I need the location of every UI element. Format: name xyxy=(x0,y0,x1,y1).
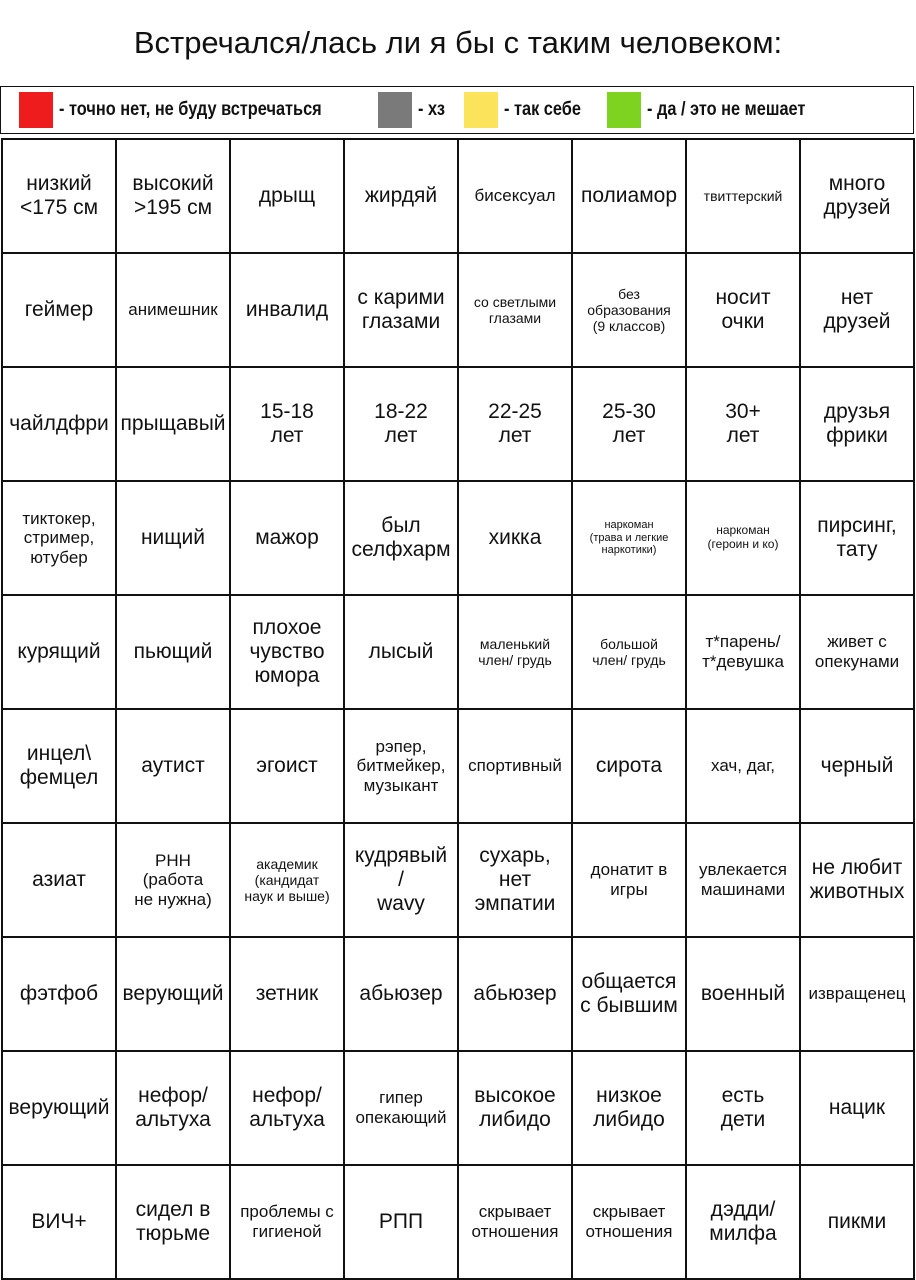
trait-label: пьющий xyxy=(133,639,213,663)
trait-label: пикми xyxy=(827,1209,887,1233)
trait-label: был селфхарм xyxy=(351,513,451,561)
trait-label: дэдди/ милфа xyxy=(709,1197,777,1245)
trait-label: лысый xyxy=(368,639,434,663)
trait-label: хач, даг, xyxy=(711,756,775,776)
trait-cell[interactable] xyxy=(801,368,915,482)
yellow-swatch xyxy=(464,92,498,128)
trait-label: чайлдфри xyxy=(9,411,109,435)
trait-label: носит очки xyxy=(715,285,771,333)
trait-label: спортивный xyxy=(468,756,562,776)
trait-label: верующий xyxy=(8,1095,110,1119)
trait-cell[interactable] xyxy=(345,482,459,596)
trait-cell[interactable] xyxy=(687,596,801,710)
legend-label-gray: - хз xyxy=(418,99,446,120)
red-swatch xyxy=(19,92,53,128)
trait-cell[interactable] xyxy=(801,938,915,1052)
trait-label: низкое либидо xyxy=(593,1083,665,1131)
page-title: Встречался/лась ли я бы с таким человеком: xyxy=(133,25,783,60)
trait-cell[interactable] xyxy=(687,254,801,368)
trait-label: мажор xyxy=(255,525,319,549)
trait-label: черный xyxy=(820,753,894,777)
trait-cell[interactable] xyxy=(801,1052,915,1166)
trait-cell[interactable] xyxy=(459,254,573,368)
trait-cell[interactable] xyxy=(801,140,915,254)
trait-label: плохое чувство юмора xyxy=(249,615,325,688)
trait-label: проблемы с гигиеной xyxy=(240,1202,334,1241)
trait-cell[interactable] xyxy=(3,140,117,254)
trait-cell[interactable] xyxy=(459,1166,573,1280)
trait-cell[interactable] xyxy=(573,596,687,710)
gray-swatch xyxy=(378,92,412,128)
trait-label: с карими глазами xyxy=(357,285,445,333)
green-swatch xyxy=(607,92,641,128)
trait-label: жирдяй xyxy=(364,183,438,207)
color-legend xyxy=(0,86,914,134)
trait-label: наркоман (героин и ко) xyxy=(707,523,779,551)
trait-label: ВИЧ+ xyxy=(31,1209,87,1233)
trait-cell[interactable] xyxy=(573,254,687,368)
trait-label: высокий >195 см xyxy=(132,171,214,219)
trait-label: прыщавый xyxy=(120,411,226,435)
trait-cell[interactable] xyxy=(117,140,231,254)
trait-cell[interactable] xyxy=(231,1166,345,1280)
trait-cell[interactable] xyxy=(573,368,687,482)
legend-label-green: - да / это не мешает xyxy=(647,99,806,120)
trait-cell[interactable] xyxy=(801,596,915,710)
trait-label: увлекается машинами xyxy=(699,860,787,899)
trait-label: инцел\ фемцел xyxy=(19,741,99,789)
trait-cell[interactable] xyxy=(3,710,117,824)
trait-cell[interactable] xyxy=(345,938,459,1052)
trait-cell[interactable] xyxy=(345,368,459,482)
trait-cell[interactable] xyxy=(231,368,345,482)
trait-cell[interactable] xyxy=(801,710,915,824)
trait-cell[interactable] xyxy=(3,368,117,482)
trait-label: тиктокер, стример, ютубер xyxy=(22,508,96,567)
trait-label: РНН (работа не нужна) xyxy=(134,850,212,909)
trait-cell[interactable] xyxy=(801,482,915,596)
trait-label: наркоман (трава и легкие наркотики) xyxy=(589,519,669,557)
trait-label: нет друзей xyxy=(823,285,891,333)
trait-cell[interactable] xyxy=(459,482,573,596)
trait-label: большой член/ грудь xyxy=(592,635,666,668)
trait-label: военный xyxy=(700,981,786,1005)
legend-label-red: - точно нет, не буду встречаться xyxy=(59,99,322,120)
trait-cell[interactable] xyxy=(3,1166,117,1280)
trait-label: сидел в тюрьме xyxy=(135,1197,211,1245)
trait-label: зетник xyxy=(255,981,319,1005)
trait-label: полиамор xyxy=(580,183,678,207)
trait-cell[interactable] xyxy=(3,596,117,710)
trait-label: абьюзер xyxy=(359,981,443,1005)
trait-label: гипер опекающий xyxy=(355,1088,447,1127)
legend-item-yellow xyxy=(464,92,593,128)
trait-cell[interactable] xyxy=(687,1052,801,1166)
trait-label: геймер xyxy=(24,297,94,321)
trait-cell[interactable] xyxy=(231,1052,345,1166)
trait-label: хикка xyxy=(488,525,542,549)
trait-cell[interactable] xyxy=(459,938,573,1052)
trait-label: высокое либидо xyxy=(474,1083,556,1131)
trait-label: курящий xyxy=(17,639,101,663)
trait-cell[interactable] xyxy=(3,824,117,938)
trait-label: аутист xyxy=(141,753,205,777)
trait-cell[interactable] xyxy=(459,368,573,482)
trait-cell[interactable] xyxy=(3,938,117,1052)
trait-label: нефор/ альтуха xyxy=(249,1083,325,1131)
trait-label: донатит в игры xyxy=(590,860,668,899)
trait-label: 30+ лет xyxy=(725,399,761,447)
trait-label: нацик xyxy=(828,1095,886,1119)
trait-cell[interactable] xyxy=(3,482,117,596)
trait-label: друзья фрики xyxy=(823,399,891,447)
trait-cell[interactable] xyxy=(687,1166,801,1280)
trait-label: много друзей xyxy=(823,171,891,219)
trait-cell[interactable] xyxy=(345,140,459,254)
legend-label-yellow: - так себе xyxy=(503,99,581,120)
trait-cell[interactable] xyxy=(231,824,345,938)
trait-cell[interactable] xyxy=(687,824,801,938)
trait-label: бисексуал xyxy=(474,186,556,206)
trait-label: нефор/ альтуха xyxy=(135,1083,211,1131)
trait-label: нищий xyxy=(140,525,206,549)
legend-item-red xyxy=(19,92,364,128)
trait-cell[interactable] xyxy=(117,938,231,1052)
trait-cell[interactable] xyxy=(231,482,345,596)
trait-cell[interactable] xyxy=(801,254,915,368)
trait-cell[interactable] xyxy=(687,482,801,596)
trait-cell[interactable] xyxy=(573,710,687,824)
trait-cell[interactable] xyxy=(687,938,801,1052)
trait-cell[interactable] xyxy=(573,824,687,938)
trait-label: не любит животных xyxy=(809,855,905,903)
trait-label: пирсинг, тату xyxy=(817,513,897,561)
trait-cell[interactable] xyxy=(573,1166,687,1280)
trait-cell[interactable] xyxy=(117,824,231,938)
trait-cell[interactable] xyxy=(345,1166,459,1280)
trait-cell[interactable] xyxy=(459,596,573,710)
trait-label: эгоист xyxy=(256,753,318,777)
trait-cell[interactable] xyxy=(687,368,801,482)
trait-label: 25-30 лет xyxy=(602,399,656,447)
trait-cell[interactable] xyxy=(687,710,801,824)
trait-cell[interactable] xyxy=(117,1052,231,1166)
trait-cell[interactable] xyxy=(345,596,459,710)
trait-cell[interactable] xyxy=(345,710,459,824)
trait-cell[interactable] xyxy=(3,254,117,368)
trait-cell[interactable] xyxy=(573,482,687,596)
trait-label: 22-25 лет xyxy=(488,399,542,447)
trait-cell[interactable] xyxy=(459,1052,573,1166)
trait-label: со светлыми глазами xyxy=(473,293,557,326)
trait-label: дрыщ xyxy=(258,183,316,207)
trait-cell[interactable] xyxy=(459,140,573,254)
trait-label: фэтфоб xyxy=(19,981,99,1005)
trait-cell[interactable] xyxy=(231,140,345,254)
trait-label: верующий xyxy=(122,981,224,1005)
trait-label: общается с бывшим xyxy=(580,969,678,1017)
trait-label: скрывает отношения xyxy=(585,1202,673,1241)
trait-label: анимешник xyxy=(128,300,218,320)
trait-cell[interactable] xyxy=(3,1052,117,1166)
trait-label: рэпер, битмейкер, музыкант xyxy=(356,736,446,795)
trait-cell[interactable] xyxy=(573,938,687,1052)
trait-label: 18-22 лет xyxy=(374,399,428,447)
trait-label: сухарь, нет эмпатии xyxy=(474,843,556,916)
trait-label: живет с опекунами xyxy=(814,632,900,671)
trait-cell[interactable] xyxy=(345,1052,459,1166)
trait-cell[interactable] xyxy=(231,710,345,824)
trait-cell[interactable] xyxy=(801,1166,915,1280)
trait-label: т*парень/ т*девушка xyxy=(702,632,784,671)
trait-cell[interactable] xyxy=(117,368,231,482)
trait-label: без образования (9 классов) xyxy=(587,285,671,335)
trait-label: сирота xyxy=(595,753,663,777)
trait-cell[interactable] xyxy=(117,596,231,710)
trait-grid xyxy=(1,138,915,1280)
trait-label: 15-18 лет xyxy=(260,399,314,447)
trait-label: твиттерский xyxy=(703,187,783,204)
trait-cell[interactable] xyxy=(231,254,345,368)
trait-cell[interactable] xyxy=(801,824,915,938)
trait-label: низкий <175 см xyxy=(19,171,99,219)
trait-cell[interactable] xyxy=(573,1052,687,1166)
trait-label: абьюзер xyxy=(473,981,557,1005)
trait-cell[interactable] xyxy=(345,254,459,368)
trait-label: маленький член/ грудь xyxy=(478,635,552,668)
trait-cell[interactable] xyxy=(117,482,231,596)
trait-cell[interactable] xyxy=(687,140,801,254)
legend-item-gray xyxy=(378,92,449,128)
trait-cell[interactable] xyxy=(117,1166,231,1280)
trait-cell[interactable] xyxy=(117,254,231,368)
trait-label: азиат xyxy=(32,867,86,891)
trait-cell[interactable] xyxy=(459,824,573,938)
trait-cell[interactable] xyxy=(459,710,573,824)
trait-label: кудрявый / wavy xyxy=(354,843,448,916)
trait-cell[interactable] xyxy=(231,596,345,710)
legend-item-green xyxy=(607,92,831,128)
trait-label: извращенец xyxy=(808,984,906,1004)
trait-cell[interactable] xyxy=(117,710,231,824)
trait-cell[interactable] xyxy=(573,140,687,254)
trait-label: скрывает отношения xyxy=(471,1202,559,1241)
trait-label: инвалид xyxy=(245,297,329,321)
trait-cell[interactable] xyxy=(231,938,345,1052)
trait-label: РПП xyxy=(378,1209,424,1233)
trait-cell[interactable] xyxy=(345,824,459,938)
trait-label: академик (кандидат наук и выше) xyxy=(244,855,330,905)
trait-label: есть дети xyxy=(720,1083,766,1131)
